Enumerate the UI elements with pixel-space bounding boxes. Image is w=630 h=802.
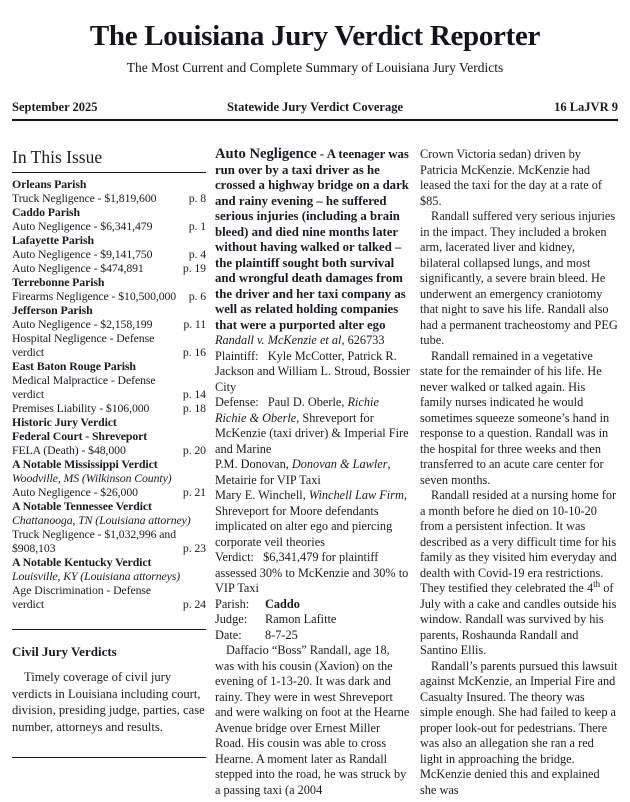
toc-entry bbox=[12, 317, 206, 331]
toc-entry-label: Age Discrimination - Defense verdict bbox=[12, 583, 152, 611]
toc-entry bbox=[12, 583, 206, 611]
text-run: , Shreveport for Moore defendants implicated on alter ego and piercing corporate veil theories bbox=[215, 488, 407, 549]
case-detail-row bbox=[215, 612, 411, 628]
toc-venue: Chattanooga, TN (Louisiana attorney) bbox=[12, 513, 191, 527]
issue-date: September 2025 bbox=[12, 100, 98, 114]
toc-section-heading: A Notable Mississippi Verdict bbox=[12, 457, 158, 471]
issue-citation: 16 LaJVR 9 bbox=[554, 100, 618, 114]
article-paragraph bbox=[215, 488, 411, 550]
article-paragraph bbox=[420, 147, 618, 209]
toc-entry-page: p. 14 bbox=[182, 387, 206, 401]
case-detail-label: Parish: bbox=[215, 596, 250, 611]
text-run: 8-7-25 bbox=[265, 627, 298, 642]
toc-entry-label: Hospital Negligence - Defense verdict bbox=[12, 331, 155, 359]
toc-entry bbox=[12, 191, 206, 205]
text-run: Ramon Lafitte bbox=[265, 612, 337, 626]
newsletter-title: The Louisiana Jury Verdict Reporter bbox=[89, 20, 541, 52]
toc-entry-label: Auto Negligence - $2,158,199 bbox=[12, 317, 153, 331]
toc-section-heading: Caddo Parish bbox=[12, 205, 80, 219]
text-run: Mary E. Winchell, bbox=[215, 488, 309, 502]
text-run: th bbox=[593, 578, 601, 589]
toc-section-heading: Terrebonne Parish bbox=[12, 275, 105, 289]
toc-entry-label: Truck Negligence - $1,819,600 bbox=[12, 191, 157, 205]
toc-entry-page: p. 24 bbox=[182, 597, 206, 611]
case-detail-row bbox=[215, 628, 411, 644]
case-detail-row bbox=[215, 597, 411, 613]
text-run: Crown Victoria sedan) driven by Patricia McKenzie. McKenzie had leased the taxi for the day at a rate of $85. bbox=[420, 147, 602, 208]
toc-entry-label: Truck Negligence - $1,032,996 and $908,103 bbox=[12, 527, 177, 555]
issue-coverage: Statewide Jury Verdict Coverage bbox=[226, 100, 403, 114]
text-run: P.M. Donovan, bbox=[215, 457, 292, 471]
toc-entry bbox=[12, 485, 206, 499]
text-run: Richie Richie & Oberle bbox=[215, 395, 379, 425]
toc-entry bbox=[12, 261, 206, 275]
text-run: Randall v. McKenzie et al bbox=[215, 333, 342, 347]
article-paragraph bbox=[215, 457, 411, 488]
toc-entry bbox=[12, 443, 206, 457]
toc-entry bbox=[12, 527, 206, 555]
text-run: , Shreveport for McKenzie (taxi driver) & Imperial Fire and Marine bbox=[215, 410, 409, 456]
article-column-1 bbox=[215, 147, 411, 798]
toc-entry bbox=[12, 289, 206, 303]
toc-section-heading: Lafayette Parish bbox=[12, 233, 94, 247]
toc-entry-page: p. 18 bbox=[182, 401, 206, 415]
toc-entry-label: Premises Liability - $106,000 bbox=[12, 401, 150, 415]
toc-entry-page: p. 6 bbox=[188, 289, 206, 303]
article-column-2 bbox=[420, 147, 618, 798]
coverage-note-box bbox=[12, 629, 206, 758]
article-paragraph bbox=[215, 333, 411, 349]
toc-section-heading: East Baton Rouge Parish bbox=[12, 359, 136, 373]
toc-entry-label: Medical Malpractice - Defense verdict bbox=[12, 373, 156, 401]
coverage-note-heading: Civil Jury Verdicts bbox=[12, 644, 117, 659]
toc-section-heading: Orleans Parish bbox=[12, 177, 87, 191]
article-paragraph bbox=[215, 550, 411, 597]
text-run: Plaintiff: Kyle McCotter, Patrick R. Jackson and William L. Stroud, Bossier City bbox=[215, 348, 410, 394]
toc-entry bbox=[12, 331, 206, 359]
toc-section-heading: A Notable Tennessee Verdict bbox=[12, 499, 152, 513]
text-run: Verdict: $6,341,479 for plaintiff assessed 30% to McKenzie and 30% to VIP Taxi bbox=[215, 550, 409, 595]
toc-entry-label: FELA (Death) - $48,000 bbox=[12, 443, 126, 457]
article-paragraph bbox=[420, 209, 618, 349]
toc-list bbox=[12, 177, 206, 611]
toc-entry-label: Auto Negligence - $6,341,479 bbox=[12, 219, 153, 233]
toc-entry-page: p. 16 bbox=[182, 345, 206, 359]
toc-venue: Woodville, MS (Wilkinson County) bbox=[12, 471, 172, 485]
toc-entry-page: p. 8 bbox=[188, 191, 206, 205]
sidebar-heading: In This Issue bbox=[12, 147, 206, 173]
toc-entry-page: p. 19 bbox=[182, 261, 206, 275]
toc-entry-page: p. 11 bbox=[183, 317, 206, 331]
toc-venue: Louisville, KY (Louisiana attorneys) bbox=[12, 569, 181, 583]
article-paragraph bbox=[420, 659, 618, 799]
coverage-note-body: Timely coverage of civil jury verdicts in Louisiana including court, division, presiding judge, parties, case number, attorneys and results. bbox=[12, 670, 205, 734]
text-run: Auto Negligence bbox=[215, 146, 317, 162]
toc-entry bbox=[12, 401, 206, 415]
toc-entry bbox=[12, 373, 206, 401]
toc-entry bbox=[12, 219, 206, 233]
text-run: Caddo bbox=[265, 596, 300, 611]
toc-section-heading: Historic Jury Verdict bbox=[12, 415, 117, 429]
toc-section-heading: A Notable Kentucky Verdict bbox=[12, 555, 152, 569]
article-paragraph bbox=[420, 488, 618, 659]
toc-entry-label: Firearms Negligence - $10,500,000 bbox=[12, 289, 177, 303]
text-run: Donovan & Lawler bbox=[291, 457, 388, 471]
text-run: Randall’s parents pursued this lawsuit against McKenzie, an Imperial Fire and Casualty Insured. The theory was simple enough. She had failed to keep a proper look-out for pedestrians. There was also an allegation she ran a red light in approaching the bridge. McKenzie denied this and explained she was bbox=[420, 658, 618, 797]
case-detail-label: Judge: bbox=[215, 612, 248, 626]
text-run: Randall suffered very serious injuries in the impact. They included a broken arm, lacerated liver and kidney, bilateral collapsed lungs, and most significantly, a severe brain bleed. He underwent an emergency craniotomy that night to save his life. Randall also had a permanent tracheostomy and PEG tube. bbox=[420, 209, 618, 347]
content-columns bbox=[0, 147, 630, 798]
toc-section-heading: Jefferson Parish bbox=[12, 303, 93, 317]
article-paragraph bbox=[215, 147, 411, 333]
toc-entry-page: p. 21 bbox=[182, 485, 206, 499]
text-run: , 626733 bbox=[341, 333, 385, 347]
issue-bar bbox=[12, 100, 618, 121]
text-run: Randall remained in a vegetative state for the remainder of his life. He never walked or talked again. His family nurses indicated he would sometimes squeeze someone’s hand in response to a question. Randall was in the hospital for three weeks and then transferred to an acute care center for seven months. bbox=[420, 348, 610, 487]
toc-entry bbox=[12, 247, 206, 261]
toc-section-heading: Federal Court - Shreveport bbox=[12, 429, 148, 443]
text-run: Randall resided at a nursing home for a month before he died on 10-10-20 from a persistent infection. It was described as a very difficult time for his family as they visited him everyday and dealth with Covid-19 era restrictions. They testified they celebrated the 4 bbox=[420, 488, 617, 595]
article-paragraph bbox=[215, 643, 411, 798]
toc-entry-page: p. 4 bbox=[188, 247, 206, 261]
toc-entry-page: p. 20 bbox=[182, 443, 206, 457]
article-paragraph bbox=[215, 395, 411, 457]
text-run: - A teenager was run over by a taxi driver as he crossed a highway bridge on a dark and rainy evening – he suffered serious injuries (including a brain bleed) and died nine months later without having walked or talked – the plaintiff sought both survival and wrongful death damages from the driver and her taxi company as well as related holding companies that were a purported alter ego bbox=[215, 147, 409, 332]
text-run: Daffacio “Boss” Randall, age 18, was with his cousin (Xavion) on the evening of 1-13-20. It was dark and rainy. They were in west Shreveport and were walking on foot at the Hearne Avenue bridge over Ernest Miller Road. His cousin was able to cross Hearne. A moment later as Randall stepped into the road, he was struck by a passing taxi (a 2004 bbox=[215, 643, 410, 797]
text-run: Winchell Law Firm bbox=[308, 488, 404, 502]
article-paragraph bbox=[420, 349, 618, 489]
newsletter-subtitle: The Most Current and Complete Summary of Louisiana Jury Verdicts bbox=[126, 60, 504, 75]
toc-entry-label: Auto Negligence - $9,141,750 bbox=[12, 247, 153, 261]
in-this-issue-sidebar bbox=[12, 147, 206, 798]
toc-entry-page: p. 23 bbox=[182, 541, 206, 555]
toc-entry-page: p. 1 bbox=[188, 219, 206, 233]
text-run: , Metairie for VIP Taxi bbox=[215, 457, 391, 487]
text-run: of July with a cake and candles outside his window. Randall was survived by his parents, Roshaunda Randall and Santino Ellis. bbox=[420, 581, 617, 657]
text-run: Defense: Paul D. Oberle, bbox=[215, 395, 348, 409]
toc-entry-label: Auto Negligence - $26,000 bbox=[12, 485, 138, 499]
case-detail-label: Date: bbox=[215, 627, 242, 642]
masthead bbox=[0, 0, 630, 76]
article-paragraph bbox=[215, 349, 411, 396]
toc-entry-label: Auto Negligence - $474,891 bbox=[12, 261, 144, 275]
